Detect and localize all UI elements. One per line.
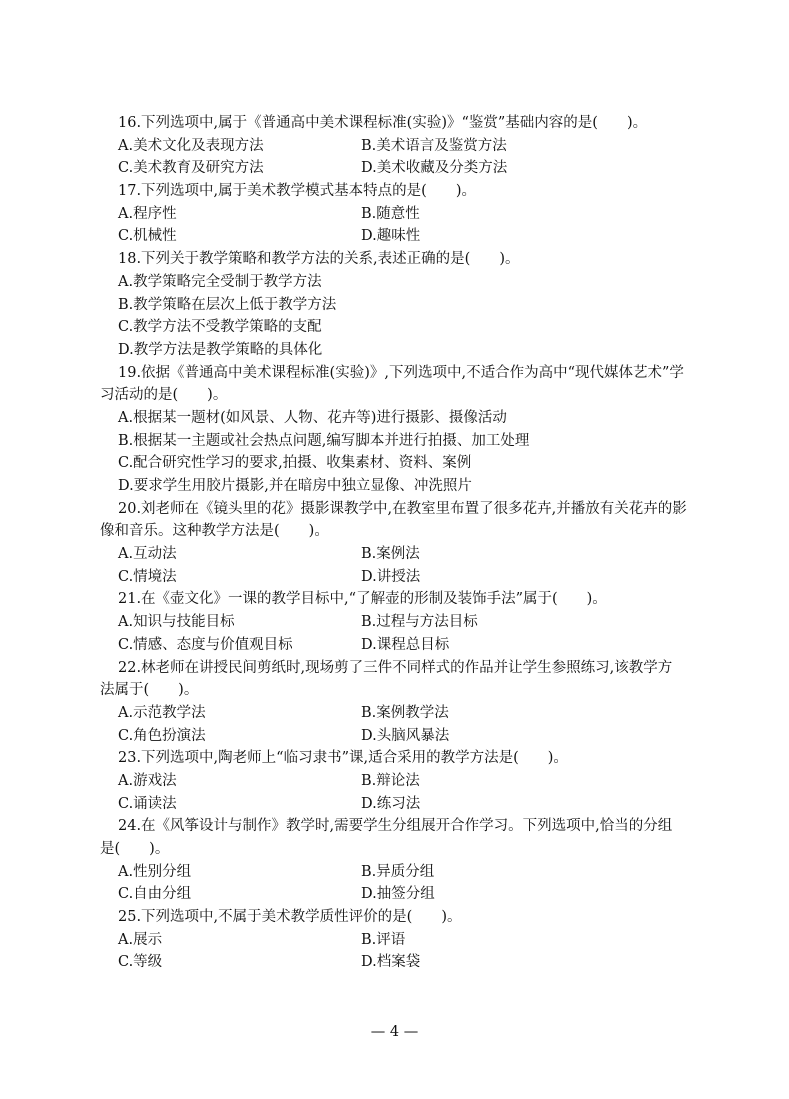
question-stem-continued: 像和音乐。这种教学方法是( )。 — [100, 523, 329, 540]
question-stem-continued: 习活动的是( )。 — [100, 387, 228, 404]
options-row — [118, 793, 698, 816]
option-a: A.程序性 — [118, 205, 177, 222]
options-row — [118, 634, 698, 657]
question-stem: 22.林老师在讲授民间剪纸时,现场剪了三件不同样式的作品并让学生参照练习,该教学方 — [118, 659, 673, 676]
question-20 — [100, 498, 698, 589]
question-stem-continued: 是( )。 — [100, 841, 170, 857]
option-a: A.互动法 — [118, 546, 177, 563]
options-row — [118, 861, 698, 884]
option-c: C.诵读法 — [118, 795, 177, 812]
question-stem: 25.下列选项中,不属于美术教学质性评价的是( )。 — [118, 909, 462, 926]
option-a: A.知识与技能目标 — [118, 614, 235, 631]
question-22 — [100, 657, 698, 748]
option-d: D.档案袋 — [361, 954, 421, 971]
question-stem-continued: 法属于( )。 — [100, 682, 199, 699]
option-d: D.抽签分组 — [361, 886, 435, 903]
option-d: D.趣味性 — [361, 228, 421, 245]
option-a: A.根据某一题材(如风景、人物、花卉等)进行摄影、摄像活动 — [118, 409, 507, 426]
options-row — [118, 725, 698, 748]
option-a: A.游戏法 — [118, 772, 177, 789]
option-c: C.自由分组 — [118, 886, 192, 903]
option-b: B.过程与方法目标 — [361, 614, 478, 631]
option-c: C.等级 — [118, 954, 163, 971]
option-a: A.示范教学法 — [118, 704, 206, 721]
options-row — [118, 135, 698, 158]
question-stem: 18.下列关于教学策略和教学方法的关系,表述正确的是( )。 — [118, 251, 520, 268]
option-c: C.教学方法不受教学策略的支配 — [118, 319, 322, 336]
question-23 — [118, 747, 698, 815]
option-c: C.美术教育及研究方法 — [118, 160, 264, 177]
option-d: D.美术收藏及分类方法 — [361, 160, 508, 177]
option-c: C.情境法 — [118, 568, 177, 585]
option-c: C.配合研究性学习的要求,拍摄、收集素材、资料、案例 — [118, 455, 472, 472]
options-row — [118, 225, 698, 248]
options-row — [118, 611, 698, 634]
option-b: B.美术语言及鉴赏方法 — [361, 137, 507, 154]
option-d: D.要求学生用胶片摄影,并在暗房中独立显像、冲洗照片 — [118, 478, 472, 494]
option-d: D.练习法 — [361, 795, 421, 812]
option-b: B.案例法 — [361, 546, 420, 563]
option-a: A.展示 — [118, 931, 163, 948]
question-stem: 17.下列选项中,属于美术教学模式基本特点的是( )。 — [118, 183, 476, 200]
option-b: B.案例教学法 — [361, 704, 449, 721]
option-c: C.情感、态度与价值观目标 — [118, 636, 293, 653]
question-stem: 23.下列选项中,陶老师上“临习隶书”课,适合采用的教学方法是( )。 — [118, 750, 568, 767]
question-19 — [100, 362, 698, 498]
option-a: A.教学策略完全受制于教学方法 — [118, 273, 322, 290]
option-d: D.讲授法 — [361, 568, 421, 585]
question-17 — [118, 180, 698, 248]
question-24 — [100, 815, 698, 906]
question-16 — [118, 112, 698, 180]
question-stem: 24.在《风筝设计与制作》教学时,需要学生分组展开合作学习。下列选项中,恰当的分组 — [118, 818, 673, 835]
option-b: B.异质分组 — [361, 863, 435, 880]
question-18 — [118, 248, 698, 361]
question-stem: 19.依据《普通高中美术课程标准(实验)》,下列选项中,不适合作为高中“现代媒体艺术”学 — [118, 364, 684, 381]
option-b: B.教学策略在层次上低于教学方法 — [118, 296, 337, 313]
question-25 — [118, 906, 698, 974]
page-number: — 4 — — [370, 1024, 419, 1040]
options-row — [118, 566, 698, 589]
question-list — [100, 112, 698, 974]
option-d: D.教学方法是教学策略的具体化 — [118, 341, 323, 358]
option-a: A.性别分组 — [118, 863, 192, 880]
options-row — [118, 157, 698, 180]
option-a: A.美术文化及表现方法 — [118, 137, 264, 154]
option-b: B.辩论法 — [361, 772, 420, 789]
question-stem: 21.在《壶文化》一课的教学目标中,“了解壶的形制及装饰手法”属于( )。 — [118, 591, 607, 608]
options-row — [118, 543, 698, 566]
option-d: D.课程总目标 — [361, 636, 450, 653]
options-row — [118, 702, 698, 725]
question-21 — [118, 588, 698, 656]
option-b: B.根据某一主题或社会热点问题,编写脚本并进行拍摄、加工处理 — [118, 432, 530, 449]
options-row — [118, 883, 698, 906]
option-c: C.角色扮演法 — [118, 727, 206, 744]
option-b: B.评语 — [361, 931, 406, 948]
options-row — [118, 203, 698, 226]
option-d: D.头脑风暴法 — [361, 727, 450, 744]
options-row — [118, 951, 698, 974]
options-row — [118, 929, 698, 952]
question-stem: 20.刘老师在《镜头里的花》摄影课教学中,在教室里布置了很多花卉,并播放有关花卉的影 — [118, 500, 687, 517]
option-b: B.随意性 — [361, 205, 420, 222]
question-stem: 16.下列选项中,属于《普通高中美术课程标准(实验)》“鉴赏”基础内容的是( )。 — [118, 115, 648, 131]
options-row — [118, 770, 698, 793]
option-c: C.机械性 — [118, 228, 177, 245]
